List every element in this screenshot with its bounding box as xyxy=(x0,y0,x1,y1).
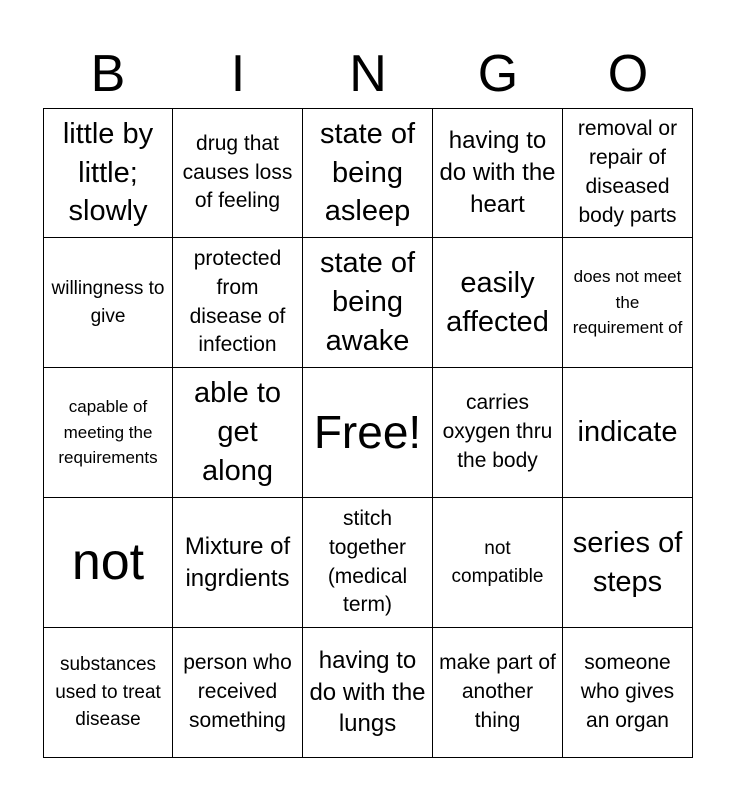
bingo-cell-r2-c2[interactable] xyxy=(173,238,303,368)
cell-text: not compatible xyxy=(451,537,544,587)
bingo-cell-r4-c2[interactable] xyxy=(173,498,303,628)
bingo-cell-r1-c3[interactable] xyxy=(303,108,433,238)
cell-text: does not meet the requirement of xyxy=(572,267,683,338)
cell-text: capable of meeting the requirements xyxy=(58,397,158,468)
bingo-cell-r3-c5[interactable] xyxy=(563,368,693,498)
cell-text: little by little; slowly xyxy=(62,117,154,228)
cell-text: carries oxygen thru the body xyxy=(442,391,553,472)
bingo-cell-r3-c1[interactable] xyxy=(43,368,173,498)
cell-text: make part of another thing xyxy=(439,651,556,732)
bingo-cell-r4-c3[interactable] xyxy=(303,498,433,628)
cell-text: having to do with the heart xyxy=(439,127,556,218)
bingo-cell-r2-c1[interactable] xyxy=(43,238,173,368)
header-letter-o: O xyxy=(607,45,649,103)
cell-text: having to do with the lungs xyxy=(309,646,426,738)
bingo-cell-r4-c1[interactable] xyxy=(43,498,173,628)
cell-text: someone who gives an organ xyxy=(580,651,675,732)
bingo-cell-r3-c4[interactable] xyxy=(433,368,563,498)
bingo-cell-r3-c2[interactable] xyxy=(173,368,303,498)
cell-text: Free! xyxy=(313,406,422,459)
cell-text: Mixture of ingrdients xyxy=(184,532,291,592)
cell-text: stitch together (medical term) xyxy=(327,506,408,617)
cell-text: state of being asleep xyxy=(319,117,416,228)
bingo-header xyxy=(43,40,693,108)
bingo-cell-r5-c2[interactable] xyxy=(173,628,303,758)
header-letter-i: I xyxy=(230,45,246,103)
header-letter-g: G xyxy=(477,45,519,103)
bingo-cell-r4-c4[interactable] xyxy=(433,498,563,628)
bingo-board xyxy=(43,108,693,758)
bingo-cell-r1-c2[interactable] xyxy=(173,108,303,238)
cell-text: removal or repair of diseased body parts xyxy=(577,117,678,227)
cell-text: not xyxy=(71,532,145,591)
bingo-cell-r2-c5[interactable] xyxy=(563,238,693,368)
cell-text: series of steps xyxy=(572,526,683,598)
cell-text: substances used to treat disease xyxy=(55,654,161,731)
bingo-cell-r5-c3[interactable] xyxy=(303,628,433,758)
bingo-cell-r1-c4[interactable] xyxy=(433,108,563,238)
bingo-cell-r2-c3[interactable] xyxy=(303,238,433,368)
cell-text: drug that causes loss of feeling xyxy=(182,131,293,213)
cell-text: protected from disease of infection xyxy=(189,246,286,357)
bingo-cell-r4-c5[interactable] xyxy=(563,498,693,628)
bingo-cell-free[interactable] xyxy=(303,368,433,498)
cell-text: able to get along xyxy=(193,377,282,487)
header-letter-n: N xyxy=(349,45,387,103)
bingo-cell-r1-c5[interactable] xyxy=(563,108,693,238)
bingo-cell-r2-c4[interactable] xyxy=(433,238,563,368)
bingo-cell-r5-c4[interactable] xyxy=(433,628,563,758)
bingo-cell-r5-c5[interactable] xyxy=(563,628,693,758)
cell-text: indicate xyxy=(577,416,678,449)
header-letter-b: B xyxy=(90,45,126,103)
cell-text: state of being awake xyxy=(319,247,416,357)
cell-text: person who received something xyxy=(183,651,292,732)
cell-text: easily affected xyxy=(446,266,549,338)
bingo-cell-r1-c1[interactable] xyxy=(43,108,173,238)
cell-text: willingness to give xyxy=(51,277,165,327)
bingo-cell-r5-c1[interactable] xyxy=(43,628,173,758)
